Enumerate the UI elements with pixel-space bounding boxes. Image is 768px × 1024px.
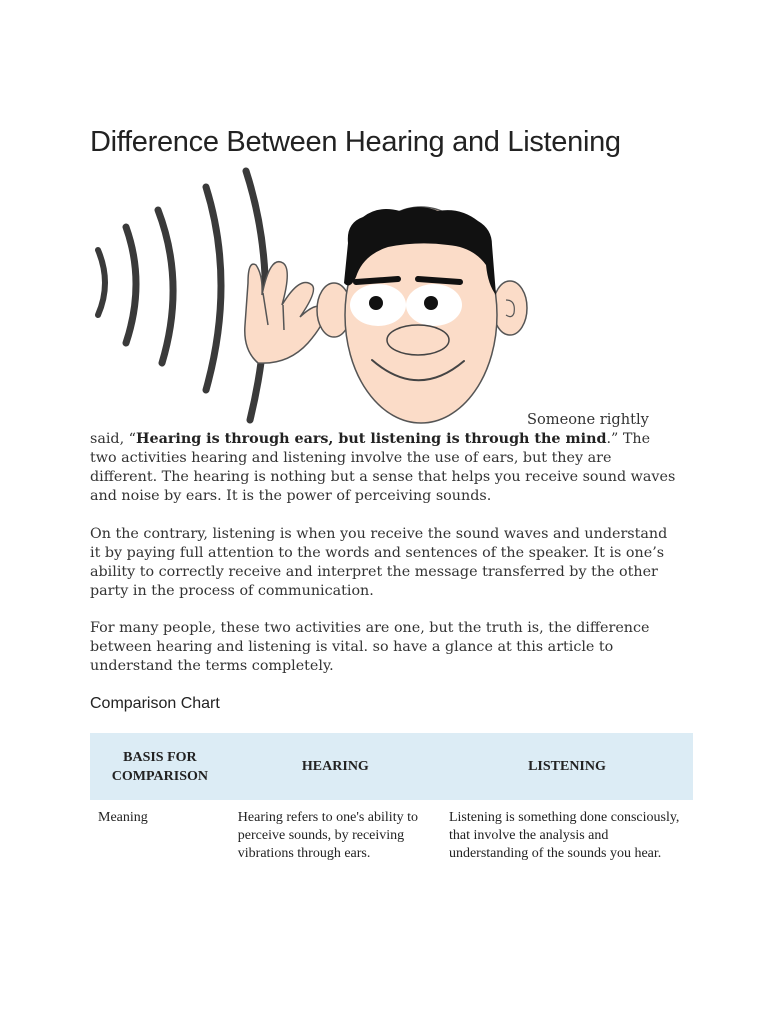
paragraph-listening: On the contrary, listening is when you receive the sound waves and understand it by paying full attention to the words and sentences of the speaker. It is one’s ability to correctly receive and interpret the message transferred by the other party in the process of communication.: [90, 526, 668, 599]
intro-after-quote: .” The two activities hearing and listening involve the use of ears, but they are different. The hearing is nothing but a sense that helps you receive sound waves and noise by ears. It is the power of perceiving sounds.: [90, 431, 676, 504]
intro-lead-text: Someone rightly: [527, 411, 649, 428]
cell-hearing-meaning: Hearing refers to one's ability to perceive sounds, by receiving vibrations through ears.: [237, 810, 418, 861]
header-hearing: HEARING: [230, 733, 441, 801]
right-eyebrow-icon: [418, 279, 460, 282]
paragraph-difference: For many people, these two activities are one, but the truth is, the difference between hearing and listening is vital. so have a glance at this article to understand the terms completely.: [90, 620, 650, 674]
table-header-row: [90, 733, 693, 801]
right-ear-icon: [493, 281, 527, 335]
sound-waves-icon: [98, 171, 266, 420]
header-basis: BASIS FOR COMPARISON: [90, 733, 230, 801]
cell-basis-meaning: Meaning: [98, 810, 148, 825]
listening-man-illustration: [88, 165, 538, 430]
cell-listening-meaning: Listening is something done consciously, that involve the analysis and understanding of the sounds you hear.: [448, 810, 680, 861]
intro-quote: Hearing is through ears, but listening is through the mind: [135, 431, 607, 447]
left-pupil-icon: [369, 296, 383, 310]
comparison-table: [90, 733, 693, 871]
nose-icon: [387, 325, 449, 355]
header-listening: LISTENING: [441, 733, 693, 801]
page-title: Difference Between Hearing and Listening: [90, 126, 621, 158]
intro-paragraph: [90, 430, 680, 506]
left-eyebrow-icon: [356, 279, 398, 282]
table-row: [90, 801, 693, 872]
comparison-chart-heading: Comparison Chart: [90, 695, 220, 712]
hand-icon: [245, 262, 325, 364]
intro-said: said, “: [90, 431, 136, 447]
right-pupil-icon: [424, 296, 438, 310]
